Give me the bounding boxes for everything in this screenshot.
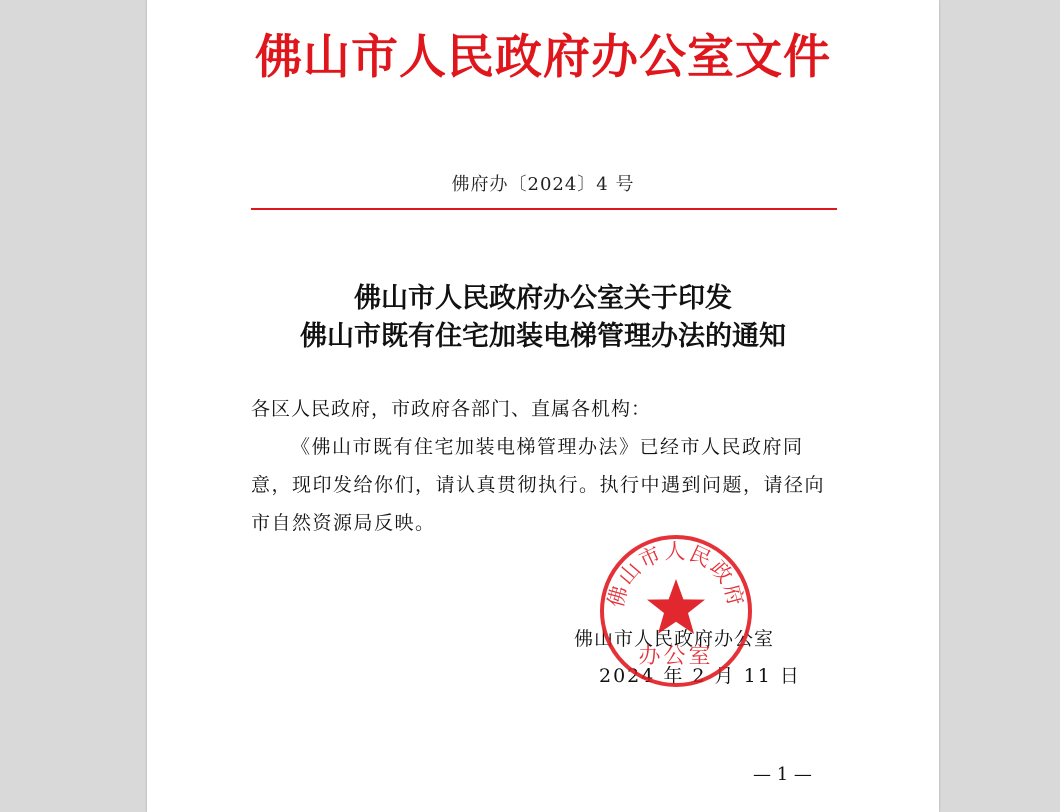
red-header-title: 佛山市人民政府办公室文件 (255, 30, 831, 85)
signature-organization: 佛山市人民政府办公室 (574, 628, 775, 650)
notice-title-line-1: 佛山市人民政府办公室关于印发 (354, 283, 732, 314)
official-seal (598, 533, 754, 689)
notice-title-line-2: 佛山市既有住宅加装电梯管理办法的通知 (300, 321, 786, 352)
body-paragraph: 《佛山市既有住宅加装电梯管理办法》已经市人民政府同意，现印发给你们，请认真贯彻执行。执行中遇到问题，请径向市自然资源局反映。 (251, 436, 826, 534)
red-star-icon (647, 579, 705, 634)
seal-text: 佛山市人民政府 (603, 539, 749, 610)
page-number: — 1 — (753, 764, 812, 785)
red-divider-line (251, 208, 837, 210)
document-number: 佛府办〔2024〕4 号 (451, 174, 635, 195)
signature-date: 2024 年 2 月 11 日 (599, 665, 801, 687)
document-page (147, 0, 939, 812)
salutation: 各区人民政府，市政府各部门、直属各机构： (251, 398, 652, 420)
svg-text:办公室: 办公室 (638, 644, 714, 669)
